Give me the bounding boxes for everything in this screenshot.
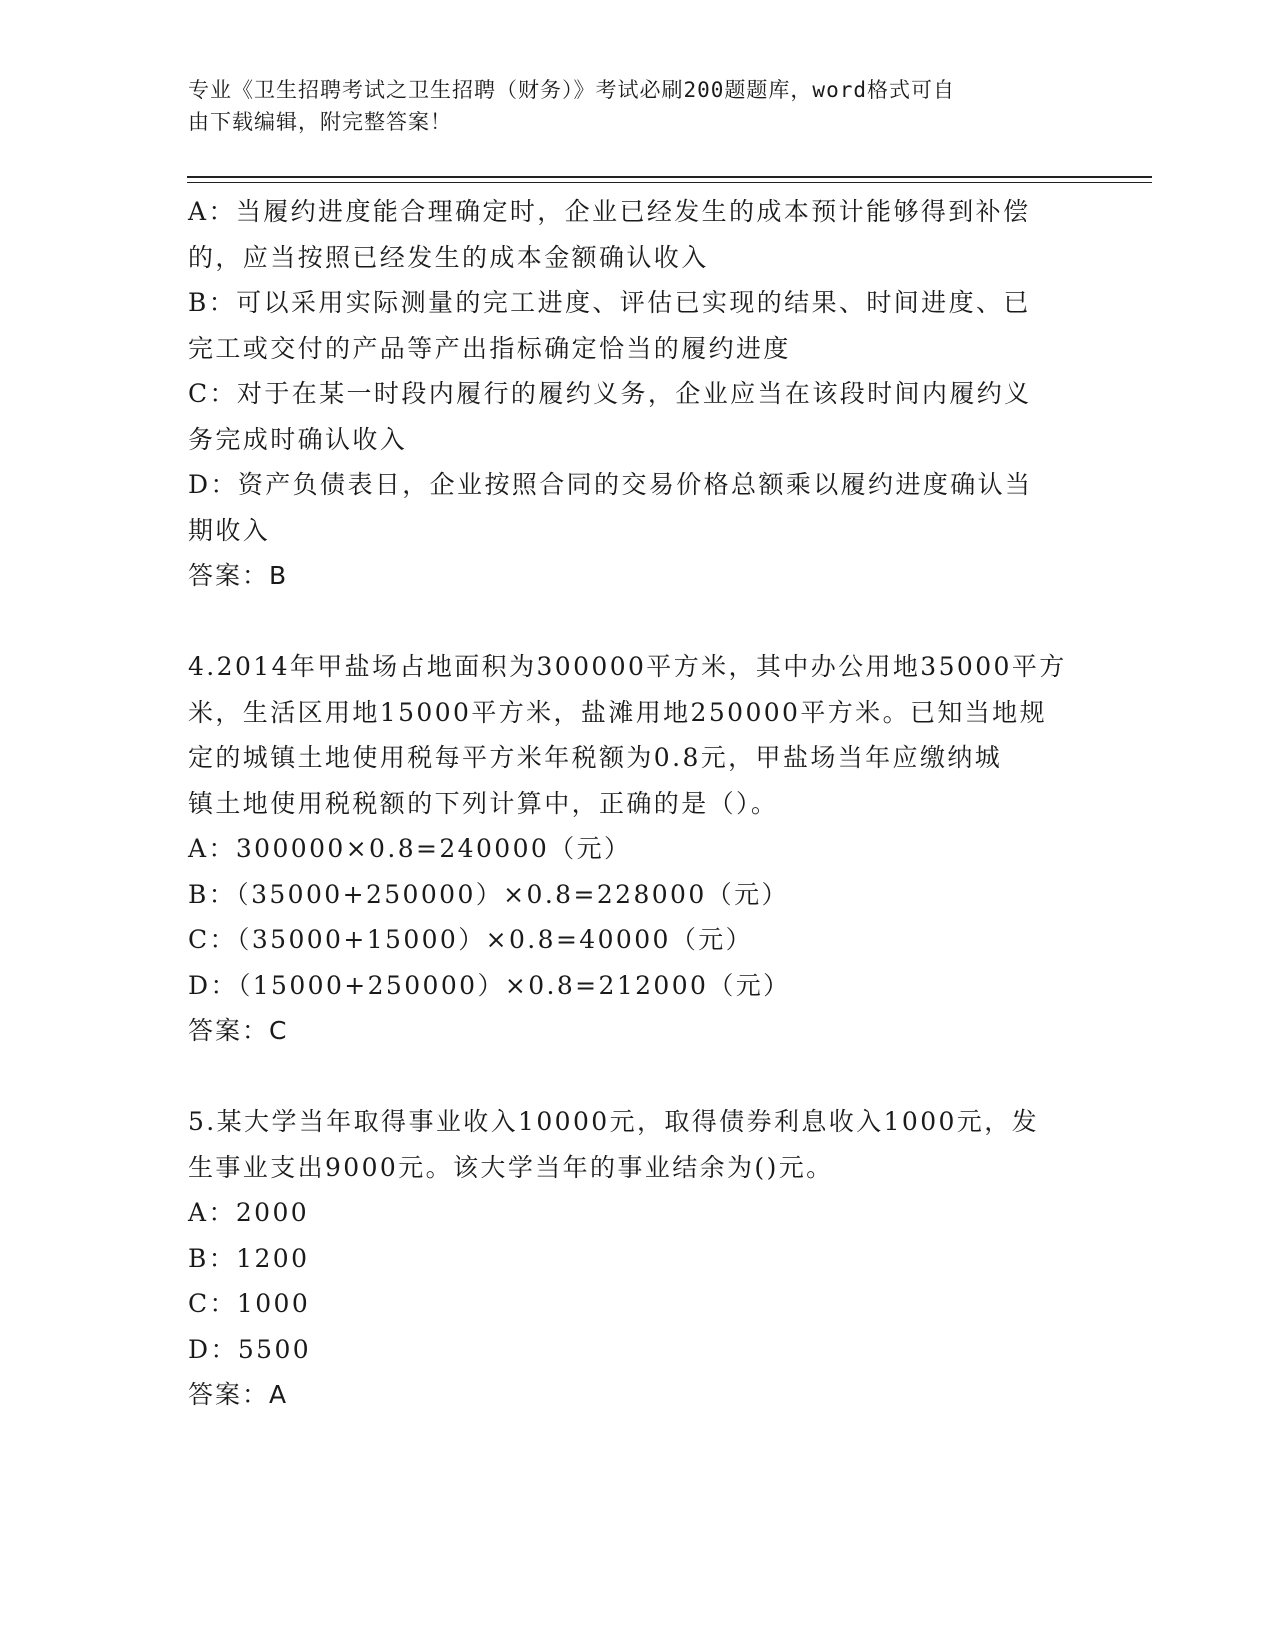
question-5: [188, 1099, 1078, 1418]
q4-stem-line-2: 米，生活区用地15000平方米，盐滩用地250000平方米。已知当地规: [188, 697, 1047, 727]
header-line-2: 由下载编辑，附完整答案！: [188, 110, 452, 134]
q4-option-b: B：（35000+250000）×0.8=228000（元）: [188, 879, 789, 909]
q4-stem-line-3: 定的城镇土地使用税每平方米年税额为0.8元，甲盐场当年应缴纳城: [188, 743, 1003, 772]
q5-stem-line-1: 5.某大学当年取得事业收入10000元，取得债券利息收入1000元，发: [188, 1107, 1040, 1136]
spacer: [188, 1054, 1078, 1100]
document-header: [188, 74, 1068, 138]
spacer: [188, 599, 1078, 645]
q5-answer: 答案：A: [188, 1380, 289, 1409]
q3-option-c-line-2: 务完成时确认收入: [188, 424, 408, 454]
q3-option-a-line-2: 的，应当按照已经发生的成本金额确认收入: [188, 242, 709, 272]
q3-answer: 答案：B: [188, 561, 289, 590]
q4-option-a: A：300000×0.8=240000（元）: [188, 834, 632, 863]
q3-option-c-line-1: C：对于在某一时段内履行的履约义务，企业应当在该段时间内履约义: [188, 379, 1032, 408]
q3-option-d-line-1: D：资产负债表日，企业按照合同的交易价格总额乘以履约进度确认当: [188, 470, 1033, 499]
q5-stem-line-2: 生事业支出9000元。该大学当年的事业结余为()元。: [188, 1152, 834, 1182]
q4-stem-line-1: 4.2014年甲盐场占地面积为300000平方米，其中办公用地35000平方: [188, 652, 1067, 681]
q3-option-d-line-2: 期收入: [188, 515, 271, 545]
q4-answer: 答案：C: [188, 1016, 289, 1045]
header-line-1: 专业《卫生招聘考试之卫生招聘（财务）》考试必刷200题题库，word格式可自: [188, 78, 955, 102]
q3-option-b-line-1: B：可以采用实际测量的完工进度、评估已实现的结果、时间进度、已: [188, 288, 1031, 317]
q5-option-a: A：2000: [188, 1198, 310, 1227]
document-body: [188, 189, 1078, 1418]
q5-option-b: B：1200: [188, 1243, 310, 1273]
q4-option-d: D：（15000+250000）×0.8=212000（元）: [188, 970, 791, 1000]
q5-option-d: D：5500: [188, 1334, 312, 1364]
q5-option-c: C：1000: [188, 1289, 311, 1318]
question-4: [188, 644, 1078, 1054]
q4-stem-line-4: 镇土地使用税税额的下列计算中，正确的是（）。: [188, 788, 779, 818]
q3-option-b-line-2: 完工或交付的产品等产出指标确定恰当的履约进度: [188, 333, 791, 363]
header-divider-thin: [187, 182, 1152, 183]
q4-option-c: C：（35000+15000）×0.8=40000（元）: [188, 925, 754, 954]
q3-option-a-line-1: A：当履约进度能合理确定时，企业已经发生的成本预计能够得到补偿: [188, 197, 1031, 226]
question-3-options: [188, 189, 1078, 599]
header-divider-thick: [187, 176, 1152, 178]
